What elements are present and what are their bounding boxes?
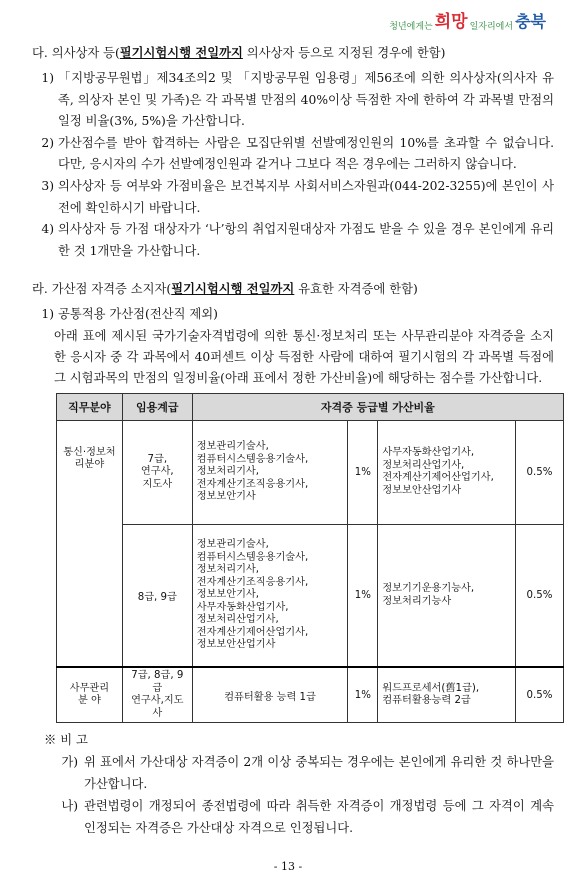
cell-rate: 0.5% (516, 667, 564, 723)
bonus-rate-table (56, 393, 564, 724)
subsection-title: 1) 공통적용 가산점(전산직 제외) (41, 307, 218, 322)
underline-deadline: 필기시험시행 전일까지 (171, 281, 295, 297)
section-da-heading: 다. 의사상자 등(필기시험시행 전일까지 의사상자 등으로 지정된 경우에 한함) (32, 45, 446, 60)
section-da-list (32, 68, 554, 262)
logo-text-1: 청년에게는 (389, 22, 433, 32)
logo-text-4: 충북 (515, 12, 546, 31)
page-number: - 13 - (273, 860, 303, 873)
cell-field: 사무관리 분 야 (57, 667, 123, 723)
table-row (57, 524, 564, 667)
table-row (57, 420, 564, 524)
cell-certs: 컴퓨터활용 능력 1급 (192, 667, 348, 723)
header-field: 직무분야 (57, 393, 123, 420)
subsection-paragraph: 아래 표에 제시된 국가기술자격법령에 의한 통신·정보처리 또는 사무관리분야 자격증을 소지한 응시자 중 각 과목에서 40퍼센트 이상 득점한 사람에 대하여 필기시험의 각 과목별 득점에 그 시험과목의 만점의 일정비율(아래 표에서 정한 가산비율)에 해당하는 점수를 가산합니다. (54, 328, 554, 385)
cell-rate: 1% (348, 524, 378, 667)
cell-rate: 1% (348, 667, 378, 723)
section-ra-heading: 라. 가산점 자격증 소지자(필기시험시행 전일까지 유효한 자격증에 한함) (32, 281, 418, 297)
cell-field: 통신·정보처리분야 (57, 420, 123, 667)
cell-certs: 정보관리기술사, 컴퓨터시스템응용기술사, 정보처리기사, 전자계산기조직응용기사, 정보보안기사, 사무자동화산업기사, 정보처리산업기사, 전자계산기제어산업기사, 정보보안산업기사 (192, 524, 348, 667)
table-row (57, 667, 564, 723)
header-rates: 자격증 등급별 가산비율 (192, 393, 563, 420)
list-item: 4) 의사상자 등 가점 대상자가 ‘나’항의 취업지원대상자 가점도 받을 수 있을 경우 본인에게 유리한 것 1개만을 가산합니다. (41, 222, 554, 258)
logo-text-3: 일자리에서 (469, 22, 514, 32)
cell-certs: 사무자동화산업기사, 정보처리산업기사, 전자계산기제어산업기사, 정보보안산업기사 (378, 420, 516, 524)
header-grade: 임용계급 (122, 393, 192, 420)
list-item: 가) 위 표에서 가산대상 자격증이 2개 이상 중복되는 경우에는 본인에게 유리한 것 하나만을 가산합니다. (61, 755, 554, 792)
cell-grade: 8급, 9급 (122, 524, 192, 667)
logo-text-2: 희망 (434, 12, 468, 32)
notes-title: ※ 비 고 (44, 733, 88, 748)
cell-grade: 7급, 8급, 9급 연구사,지도사 (122, 667, 192, 723)
document-body (32, 44, 554, 839)
cell-grade: 7급, 연구사, 지도사 (122, 420, 192, 524)
list-item: 3) 의사상자 등 여부와 가점비율은 보건복지부 사회서비스자원과(044-202-3255)에 본인이 사전에 확인하시기 바랍니다. (41, 178, 554, 215)
underline-deadline: 필기시험시행 전일까지 (119, 45, 243, 60)
cell-rate: 0.5% (516, 524, 564, 667)
cell-certs: 정보관리기술사, 컴퓨터시스템응용기술사, 정보처리기사, 전자계산기조직응용기사, 정보보안기사 (192, 420, 348, 524)
list-item: 2) 가산점수를 받아 합격하는 사람은 모집단위별 선발예정인원의 10%를 초과할 수 없습니다. 다만, 응시자의 수가 선발예정인원과 같거나 그보다 적은 경우에는 그러하지 않습니다. (41, 135, 554, 172)
list-item: 나) 관련법령이 개정되어 종전법령에 따라 취득한 자격증이 개정법령 등에 그 자격이 계속 인정되는 자격증은 가산대상 자격으로 인정됩니다. (61, 799, 554, 836)
header-logo (389, 6, 546, 32)
list-item: 1) 「지방공무원법」제34조의2 및 「지방공무원 임용령」제56조에 의한 의사상자(의사자 유족, 의상자 본인 및 가족)은 각 과목별 만점의 40%이상 득점한 자에 한하여 각 과목별 만점의 일정 비율(3%, 5%)을 가산합니다. (41, 71, 554, 129)
table-header-row (57, 393, 564, 420)
cell-rate: 0.5% (516, 420, 564, 524)
cell-rate: 1% (348, 420, 378, 524)
cell-certs: 워드프로세서(舊1급), 컴퓨터활용능력 2급 (378, 667, 516, 723)
cell-certs: 정보기기운용기능사, 정보처리기능사 (378, 524, 516, 667)
